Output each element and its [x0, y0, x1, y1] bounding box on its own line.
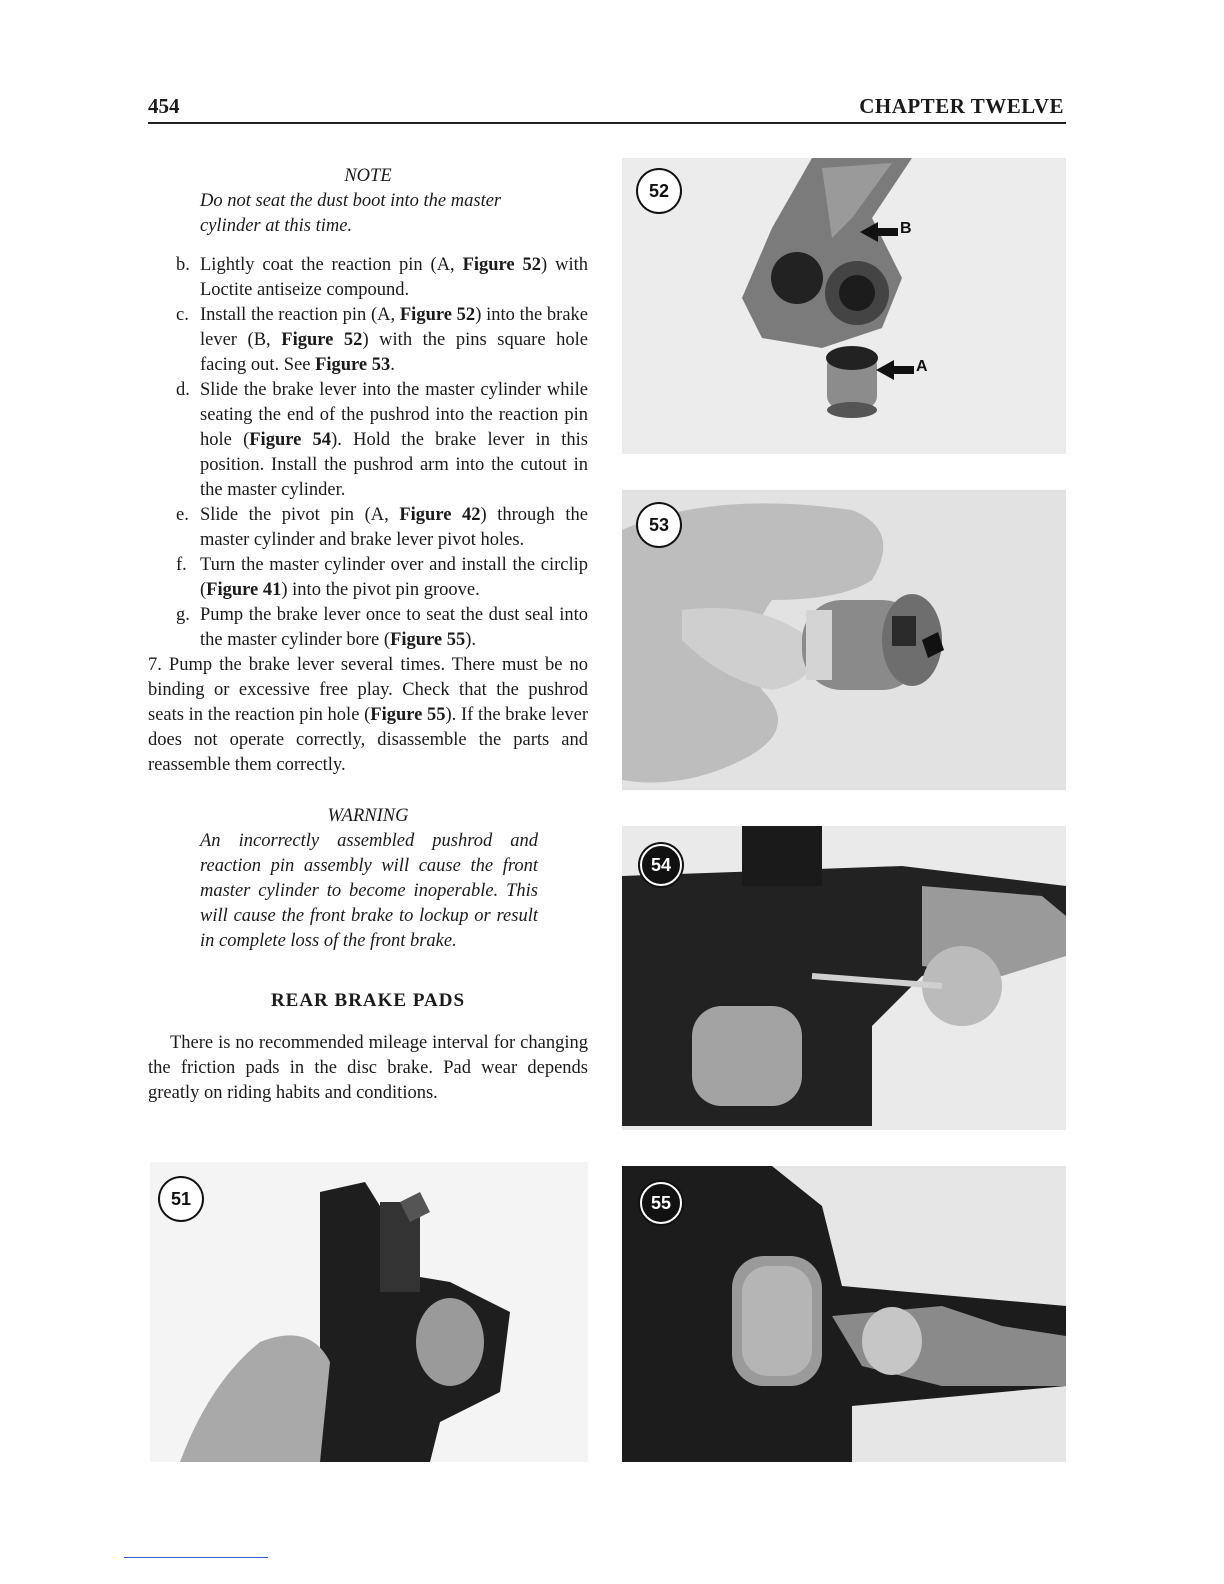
figure-51-photo — [150, 1162, 588, 1462]
master-cylinder-assembly-illustration — [150, 1162, 588, 1462]
step-text: Pump the brake lever once to seat the dust seal into the master cylinder bore ( — [200, 605, 588, 650]
callout-a: A — [916, 358, 928, 375]
brake-lever-reaction-pin-illustration — [622, 158, 1066, 454]
warning-title: WARNING — [327, 806, 409, 826]
figure-55-badge: 55 — [640, 1182, 682, 1224]
step-letter: d. — [176, 380, 190, 400]
figure-51-badge: 51 — [160, 1178, 202, 1220]
steps-list — [148, 253, 588, 653]
figure-reference: Figure 55 — [390, 630, 466, 650]
warning-body: An incorrectly assembled pushrod and reaction pin assembly will cause the front master cylinder to become inoperable. This will cause the front brake to lockup or result in complete loss of the front brake. — [200, 831, 538, 951]
callout-b: B — [900, 220, 912, 237]
figure-53-badge: 53 — [638, 504, 680, 546]
footer-rule — [124, 1557, 268, 1558]
step-text: Turn the master cylinder over and install the circlip ( — [200, 555, 588, 600]
step-letter: g. — [176, 605, 190, 625]
figure-reference: Figure 52 — [399, 305, 476, 325]
step-7-text: 7. Pump the brake lever several times. There must be no binding or excessive free play. Check that the pushrod seats in the reaction pin hole ( — [148, 655, 588, 725]
section-title: REAR BRAKE PADS — [270, 990, 466, 1011]
section-body: There is no recommended mileage interval for changing the friction pads in the disc brake. Pad wear depends greatly on riding habits and conditions. — [148, 1033, 588, 1103]
step-item — [148, 603, 588, 653]
step-text: ) with Loctite antiseize compound. — [200, 255, 588, 300]
figure-reference: Figure 41 — [206, 580, 282, 600]
step-text: Lightly coat the reaction pin (A, — [200, 255, 463, 275]
chapter-title: CHAPTER TWELVE — [859, 94, 1064, 118]
figure-reference: Figure 52 — [281, 330, 363, 350]
text-column — [148, 164, 588, 1106]
step-letter: c. — [176, 305, 189, 325]
step-text: ) with the pins square hole facing out. See — [200, 330, 588, 375]
figure-55-photo — [622, 1166, 1066, 1462]
step-text: ) into the pivot pin groove. — [281, 580, 480, 600]
step-text: . — [390, 355, 395, 375]
step-7-text: ). If the brake lever does not operate correctly, disassemble the parts and reassemble them correctly. — [148, 705, 588, 775]
step-letter: b. — [176, 255, 190, 275]
step-item — [148, 303, 588, 378]
figure-reference: Figure 54 — [249, 430, 332, 450]
step-text: ). — [465, 630, 477, 650]
step-item — [148, 503, 588, 553]
step-text: Slide the pivot pin (A, — [200, 505, 400, 525]
step-item — [148, 253, 588, 303]
step-item — [148, 553, 588, 603]
step-item — [148, 378, 588, 503]
figure-reference: Figure 53 — [315, 355, 391, 375]
step-text: Install the reaction pin (A, — [200, 305, 400, 325]
figure-54-badge: 54 — [640, 844, 682, 886]
figure-reference: Figure 55 — [370, 705, 446, 725]
figure-reference: Figure 42 — [399, 505, 481, 525]
reaction-pin-in-hand-illustration — [622, 490, 1066, 790]
pushrod-seated-illustration — [622, 1166, 1066, 1462]
step-text: ) into the brake lever (B, — [200, 305, 589, 350]
note-body: Do not seat the dust boot into the master cylinder at this time. — [200, 191, 502, 236]
note-title: NOTE — [344, 166, 392, 186]
header-rule — [148, 122, 1066, 124]
brake-lever-into-master-cylinder-illustration — [622, 826, 1066, 1130]
figure-53-photo — [622, 490, 1066, 790]
figure-54-photo — [622, 826, 1066, 1130]
figure-52-photo — [622, 158, 1066, 454]
step-text: Slide the brake lever into the master cylinder while seating the end of the pushrod into the reaction pin hole ( — [200, 380, 588, 450]
figure-52-badge: 52 — [638, 170, 680, 212]
step-7 — [148, 653, 588, 778]
step-text: ). Hold the brake lever in this position. Install the pushrod arm into the cutout in the master cylinder. — [200, 430, 589, 500]
step-letter: f. — [176, 555, 187, 575]
step-letter: e. — [176, 505, 189, 525]
step-text: ) through the master cylinder and brake lever pivot holes. — [200, 505, 588, 550]
figure-reference: Figure 52 — [462, 255, 542, 275]
page-number: 454 — [148, 94, 180, 118]
